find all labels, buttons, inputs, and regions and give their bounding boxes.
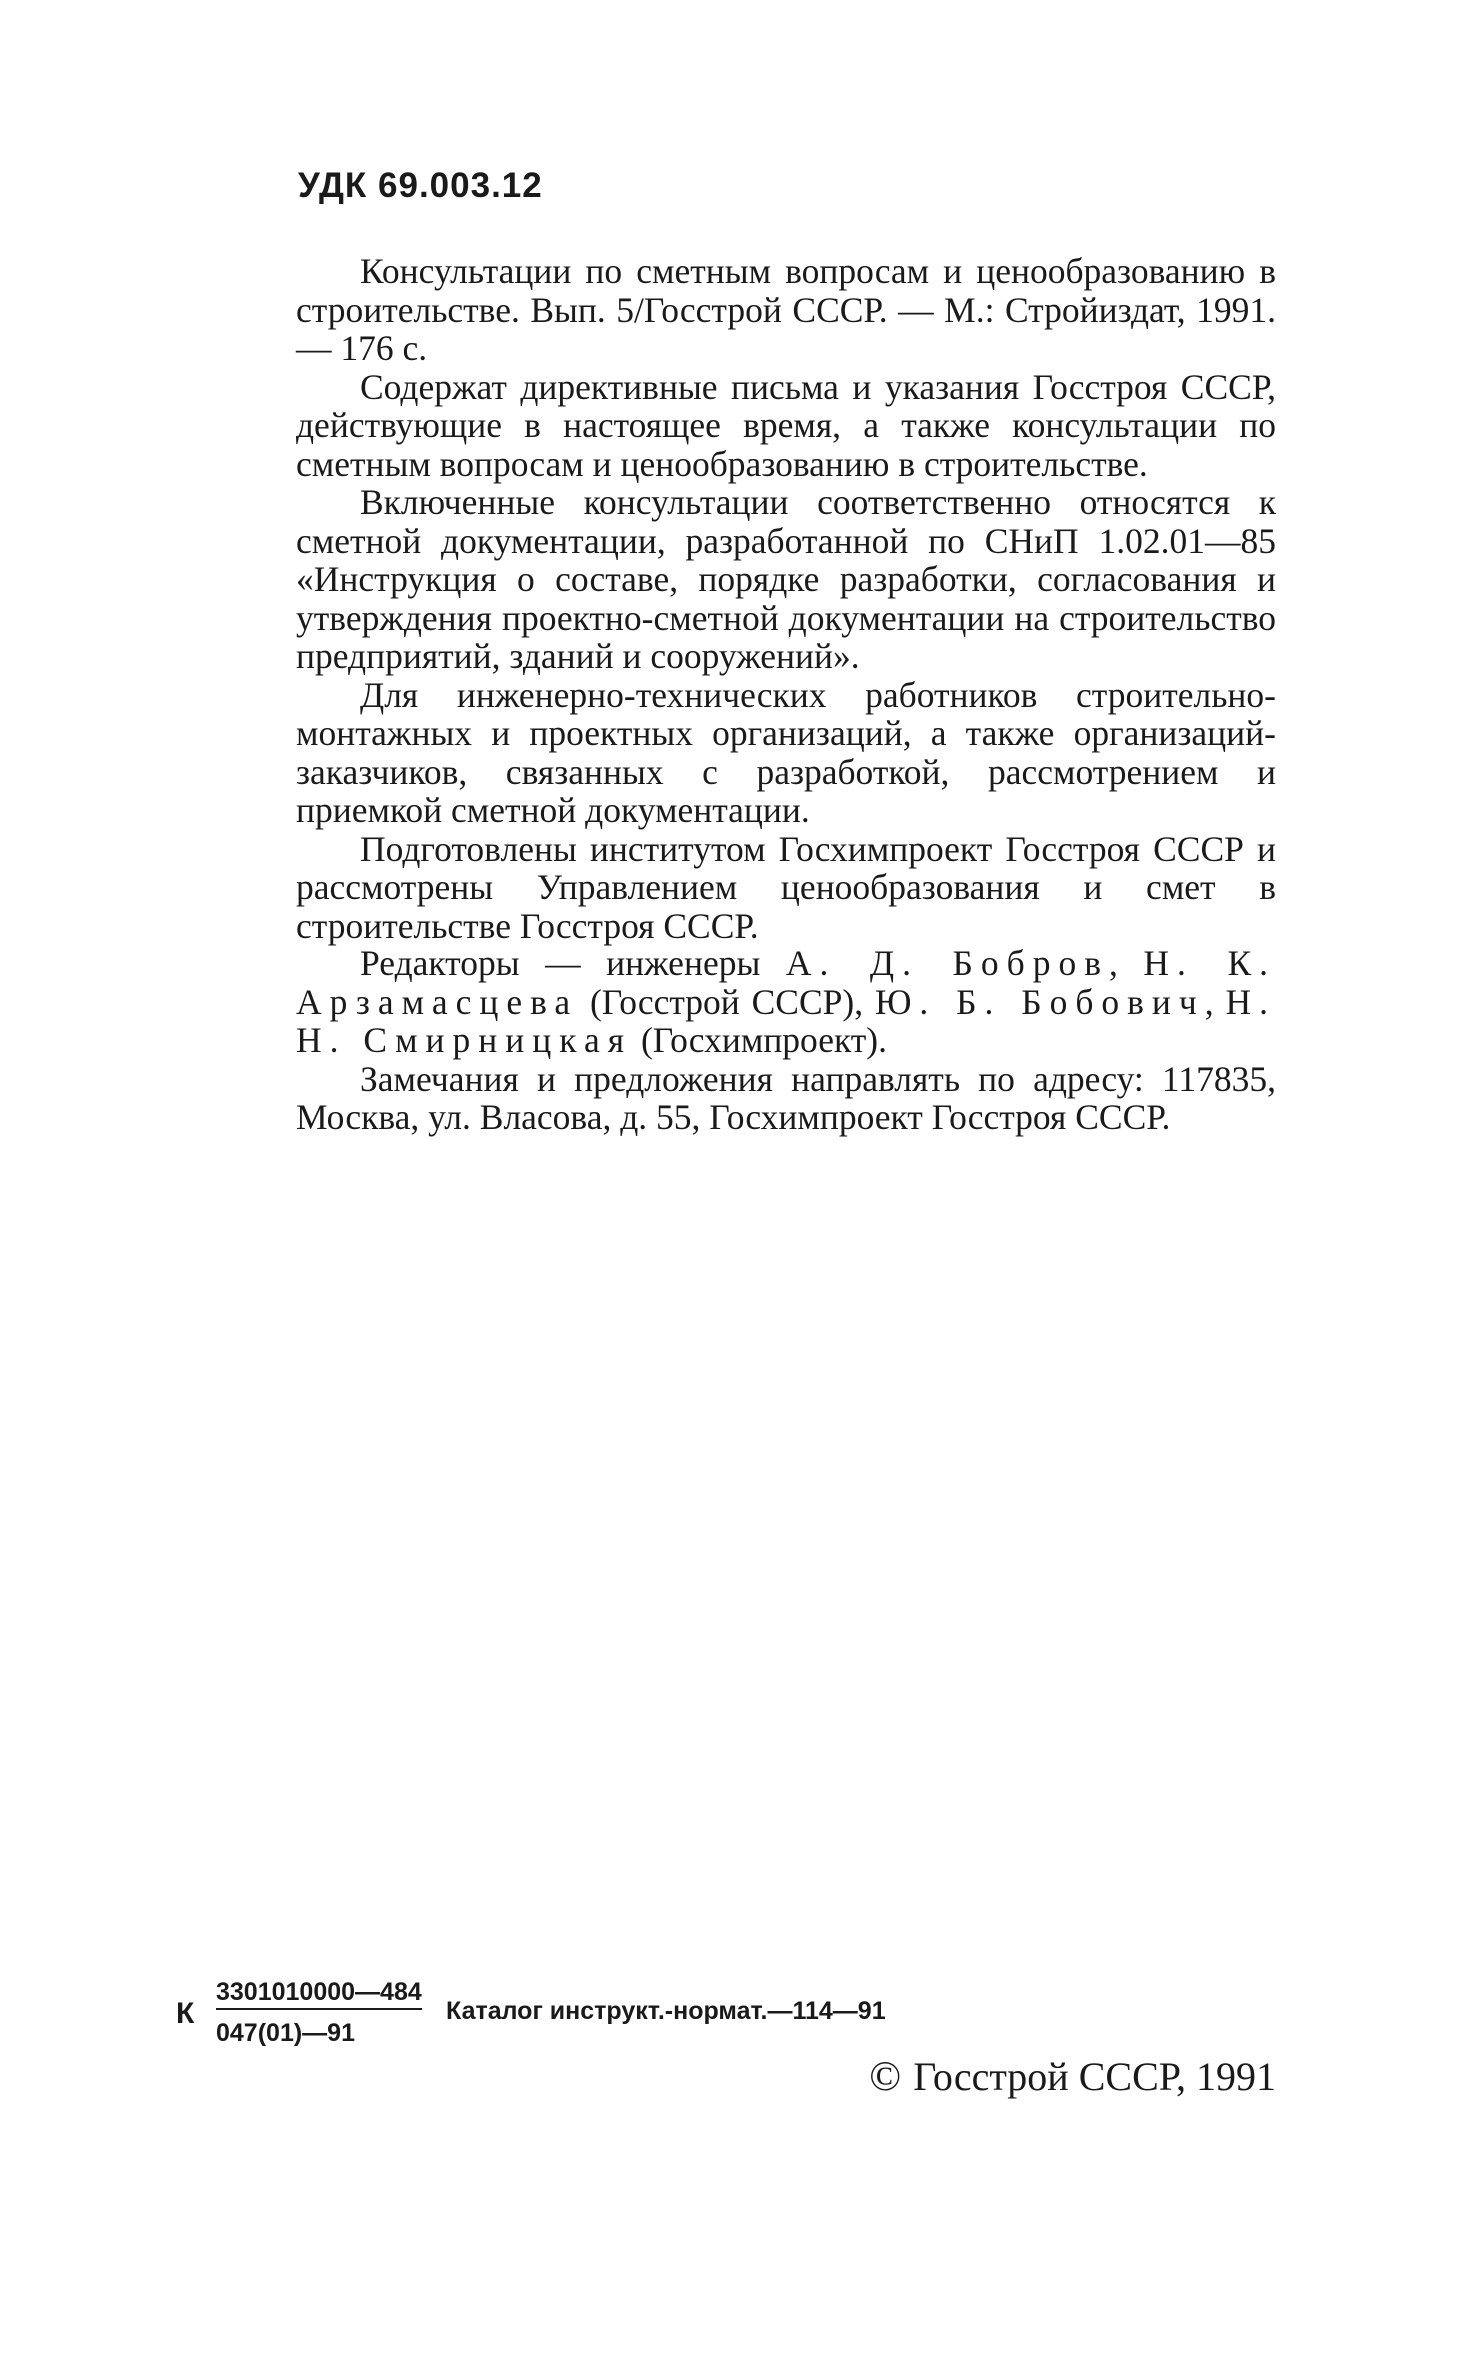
index-fraction — [216, 1977, 422, 2050]
bibliographic-description: Консультации по сметным вопросам и ценообразованию в строительстве. Вып. 5/Госстрой СССР. — М.: Стройиздат, 1991. — 176 с. — [296, 251, 1276, 368]
editors-block — [296, 944, 1276, 1137]
editors-prefix: Редакторы — инженеры — [360, 943, 786, 983]
separator: , — [1108, 943, 1144, 983]
copyright-icon: © — [869, 2054, 902, 2100]
prepared-by-paragraph: Подготовлены институтом Госхимпроект Госстроя СССР и рассмотрены Управлением ценообразования и смет в строительстве Госстроя СССР. — [296, 828, 1276, 946]
audience-paragraph: Для инженерно-технических работников строительно-монтажных и проектных организаций, а также организаций-заказчиков, связанных с разработкой, рассмотрением и приемкой сметной документации. — [296, 674, 1276, 830]
editor-name: Ю. Б. Бобович — [874, 981, 1205, 1022]
copyright-holder: Госстрой СССР, 1991 — [913, 2054, 1276, 2099]
editor-organization: (Госстрой СССР), — [578, 981, 875, 1022]
editor-name: А. Д. Бобров — [785, 943, 1109, 983]
publication-imprint — [176, 1977, 1276, 2177]
copyright-notice — [869, 2053, 1276, 2101]
index-numerator: 3301010000—484 — [216, 1977, 422, 2010]
annotation-paragraph: Содержат директивные письма и указания Госстроя СССР, действующие в настоящее время, а также консультации по сметным вопросам и ценообразованию в строительстве. — [296, 366, 1276, 484]
index-letter: К — [176, 1997, 195, 2030]
editors-paragraph — [296, 944, 1276, 1060]
editor-name: Н. К. Арзамасцева — [296, 943, 1277, 1022]
remarks-paragraph: Замечания и предложения направлять по адресу: 117835, Москва, ул. Власова, д. 55, Госхимпроект Госстроя СССР. — [296, 1058, 1276, 1137]
editor-organization: (Госхимпроект). — [632, 1020, 887, 1060]
editor-name: Н. Н. Смирницкая — [296, 981, 1277, 1060]
index-denominator: 047(01)—91 — [216, 2019, 355, 2047]
separator: , — [1204, 981, 1226, 1022]
udk-code: УДК 69.003.12 — [298, 166, 543, 205]
annotation-block — [296, 252, 1276, 945]
catalog-reference: Каталог инструкт.-нормат.—114—91 — [446, 1997, 886, 2025]
annotation-paragraph: Включенные консультации соответственно относятся к сметной документации, разработанной по СНиП 1.02.01—85 «Инструкция о составе, порядке разработки, согласования и утверждения проектно-сметной документации на строительство предприятий, зданий и сооружений». — [296, 482, 1276, 676]
